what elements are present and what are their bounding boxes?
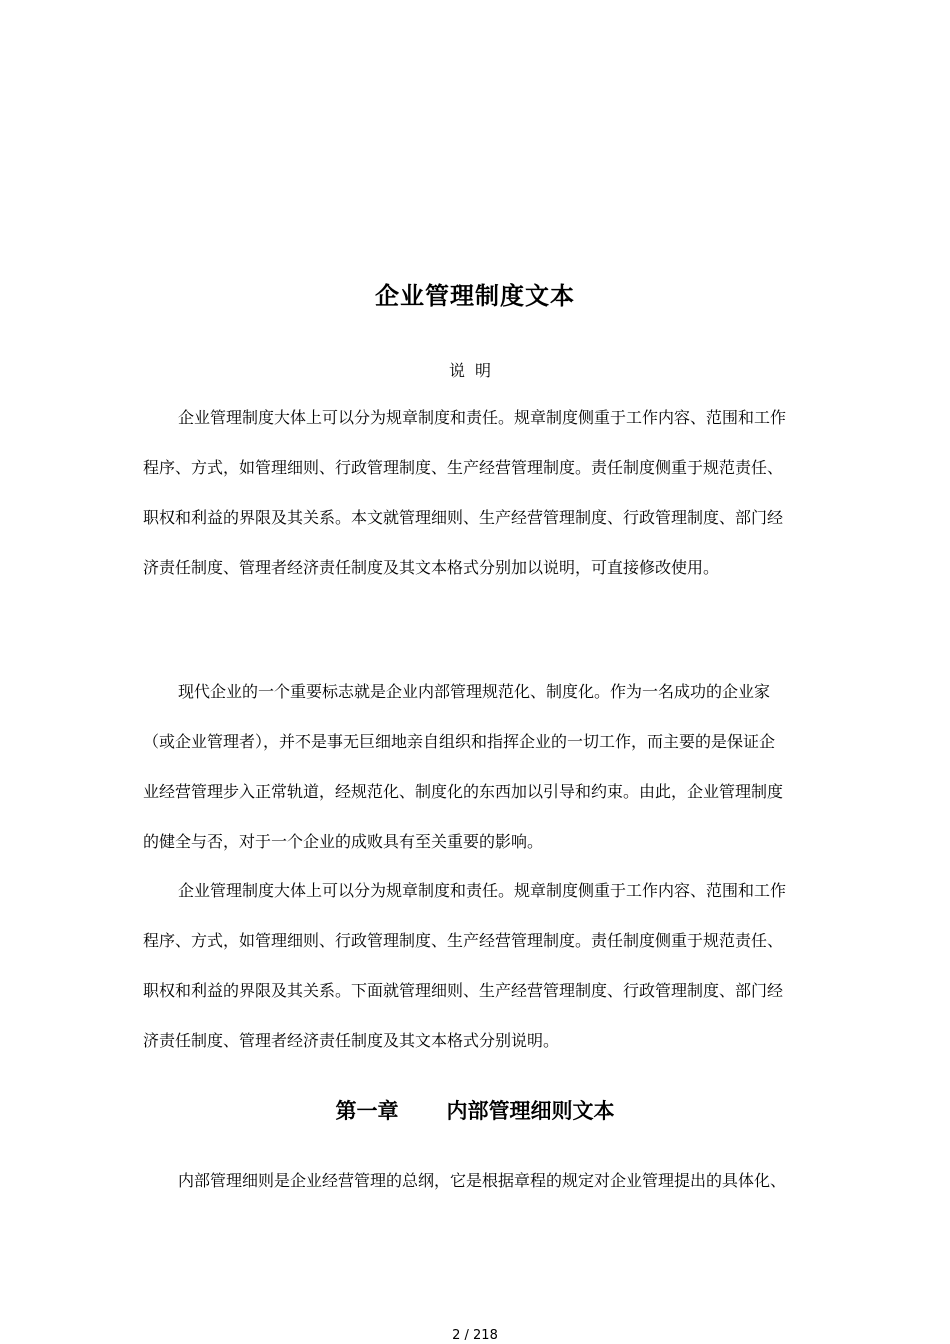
chapter-title: 内部管理细则文本 [446,1099,615,1123]
paragraph-line: 程序、方式，如管理细则、行政管理制度、生产经营管理制度。责任制度侧重于规范责任、 [143,931,784,950]
chapter-heading [0,1095,950,1125]
paragraph-line: 程序、方式，如管理细则、行政管理制度、生产经营管理制度。责任制度侧重于规范责任、 [143,458,784,477]
paragraph-line: 业经营管理步入正常轨道，经规范化、制度化的东西加以引导和约束。由此，企业管理制度 [143,782,784,801]
paragraph-line: 济责任制度、管理者经济责任制度及其文本格式分别说明。 [143,1031,560,1050]
page-number: 2 / 218 [452,1328,498,1343]
paragraph-line: 的健全与否，对于一个企业的成败具有至关重要的影响。 [143,832,544,851]
paragraph-line: 内部管理细则是企业经营管理的总纲，它是根据章程的规定对企业管理提出的具体化、 [178,1171,787,1190]
paragraph-line: （或企业管理者），并不是事无巨细地亲自组织和指挥企业的一切工作，而主要的是保证企 [143,732,776,751]
chapter-number: 第一章 [335,1099,399,1123]
section-subtitle: 说明 [448,361,501,380]
paragraph-line: 职权和利益的界限及其关系。下面就管理细则、生产经营管理制度、行政管理制度、部门经 [143,981,784,1000]
paragraph-line: 企业管理制度大体上可以分为规章制度和责任。规章制度侧重于工作内容、范围和工作 [178,881,787,900]
document-title: 企业管理制度文本 [375,282,575,310]
paragraph-line: 济责任制度、管理者经济责任制度及其文本格式分别加以说明，可直接修改使用。 [143,558,720,577]
body-paragraph-4 [143,1156,815,1206]
paragraph-line: 企业管理制度大体上可以分为规章制度和责任。规章制度侧重于工作内容、范围和工作 [178,408,787,427]
body-paragraph-3 [143,866,815,1066]
body-paragraph-2 [143,667,815,867]
paragraph-line: 现代企业的一个重要标志就是企业内部管理规范化、制度化。作为一名成功的企业家 [178,682,771,701]
intro-paragraph [143,393,815,593]
paragraph-line: 职权和利益的界限及其关系。本文就管理细则、生产经营管理制度、行政管理制度、部门经 [143,508,784,527]
